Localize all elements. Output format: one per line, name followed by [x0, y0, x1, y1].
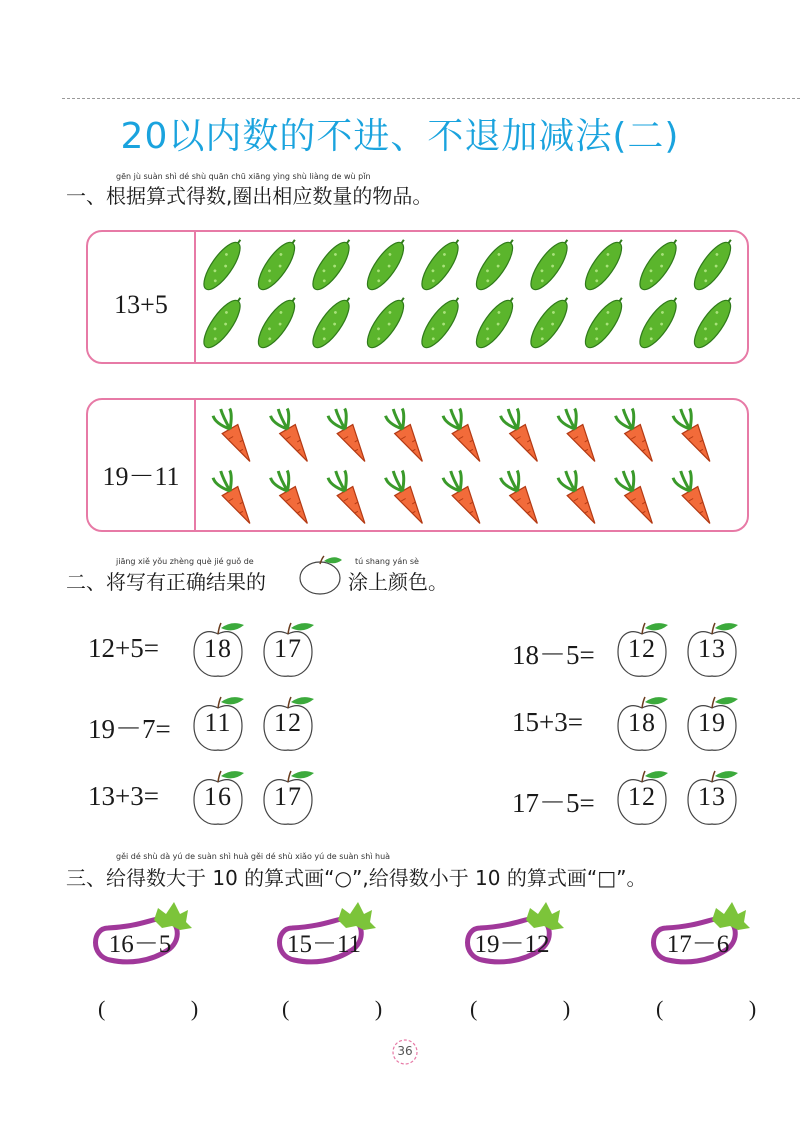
answer-apple[interactable] [260, 620, 316, 676]
carrot-icon [499, 467, 545, 528]
carrot-icon [441, 405, 487, 466]
section2-pinyin-left: jiāng xiě yǒu zhèng què jié guǒ de [116, 557, 254, 566]
answer-apple[interactable] [684, 768, 740, 824]
eggplant-card [272, 898, 382, 970]
answer-option: 17 [274, 782, 302, 811]
cucumber-icon [200, 292, 249, 353]
carrot-icon [211, 405, 257, 466]
box-divider [194, 232, 196, 362]
answer-apple[interactable] [614, 768, 670, 824]
section2-heading-right: 涂上颜色。 [348, 570, 448, 594]
cucumber-icon [361, 234, 412, 295]
carrot-icon [326, 405, 372, 466]
cucumber-icon [688, 234, 739, 295]
cucumber-icon [525, 234, 576, 295]
cucumber-icon [200, 234, 249, 295]
box-expression: 19－11 [102, 462, 180, 491]
answer-apple[interactable] [190, 620, 246, 676]
cucumber-icon [416, 292, 467, 353]
answer-option: 18 [204, 634, 232, 663]
carrot-icon [441, 467, 487, 528]
answer-option: 13 [698, 634, 726, 663]
carrot-icon [614, 467, 660, 528]
cucumber-icon [416, 234, 467, 295]
cucumber-icon [634, 292, 685, 353]
section3-heading: 三、给得数大于 10 的算式画“○”,给得数小于 10 的算式画“□”。 [66, 866, 647, 890]
carrot-icon [556, 405, 602, 466]
equation: 18－5= [512, 640, 595, 670]
answer-apple[interactable] [190, 768, 246, 824]
cucumber-icon [525, 292, 576, 353]
section2-heading-left: 二、将写有正确结果的 [66, 570, 266, 594]
carrot-icon [269, 467, 315, 528]
answer-apple[interactable] [260, 694, 316, 750]
carrot-icon [499, 405, 545, 466]
page-title: 20以内数的不进、不退加减法(二) [120, 116, 680, 157]
cucumber-icon [307, 292, 358, 353]
counting-box-1 [86, 230, 749, 364]
cucumber-icon [307, 234, 358, 295]
eggplant-card [646, 898, 756, 970]
answer-parentheses[interactable]: ( ) [98, 996, 239, 1021]
equation: 15+3= [512, 707, 583, 737]
equation: 17－5= [512, 788, 595, 818]
answer-option: 13 [698, 782, 726, 811]
eggplant-card [460, 898, 570, 970]
carrot-group [200, 400, 745, 530]
answer-option: 12 [274, 708, 302, 737]
eggplant-card [88, 898, 198, 970]
page-number: 36 [397, 1044, 413, 1058]
answer-parentheses[interactable]: ( ) [656, 996, 797, 1021]
box-divider [194, 400, 196, 530]
carrot-icon [556, 467, 602, 528]
section1-heading: 一、根据算式得数,圈出相应数量的物品。 [66, 184, 433, 208]
cucumber-group [200, 232, 745, 362]
eggplant-expression: 19－12 [474, 931, 550, 958]
answer-option: 11 [204, 708, 232, 737]
answer-option: 12 [628, 782, 656, 811]
cucumber-icon [579, 292, 630, 353]
answer-apple[interactable] [190, 694, 246, 750]
apple-icon [298, 552, 346, 596]
answer-apple[interactable] [614, 620, 670, 676]
cucumber-icon [252, 292, 303, 353]
answer-option: 16 [204, 782, 232, 811]
cucumber-icon [579, 234, 630, 295]
section2-pinyin-right: tú shang yán sè [355, 557, 419, 566]
section1-pinyin: gēn jù suàn shì dé shù quān chū xiāng yìng shù liàng de wù pǐn [116, 172, 371, 181]
carrot-icon [269, 405, 315, 466]
counting-box-2 [86, 398, 749, 532]
carrot-icon [384, 467, 430, 528]
cucumber-icon [688, 292, 739, 353]
page-number-badge [390, 1037, 420, 1067]
answer-apple[interactable] [614, 694, 670, 750]
equation: 12+5= [88, 633, 159, 663]
carrot-icon [211, 467, 257, 528]
cucumber-icon [634, 234, 685, 295]
cucumber-icon [252, 234, 303, 295]
eggplant-expression: 17－6 [666, 931, 730, 958]
answer-option: 17 [274, 634, 302, 663]
carrot-icon [671, 467, 717, 528]
eggplant-expression: 15－11 [286, 931, 362, 958]
answer-parentheses[interactable]: ( ) [282, 996, 423, 1021]
answer-apple[interactable] [260, 768, 316, 824]
cucumber-icon [470, 292, 521, 353]
eggplant-expression: 16－5 [108, 931, 172, 958]
answer-option: 18 [628, 708, 656, 737]
carrot-icon [384, 405, 430, 466]
carrot-icon [326, 467, 372, 528]
answer-option: 19 [698, 708, 726, 737]
section3-pinyin: gěi dé shù dà yú de suàn shì huà gěi dé shù xiǎo yú de suàn shì huà [116, 852, 391, 861]
cucumber-icon [470, 234, 521, 295]
answer-apple[interactable] [684, 694, 740, 750]
carrot-icon [671, 405, 717, 466]
answer-apple[interactable] [684, 620, 740, 676]
cucumber-icon [361, 292, 412, 353]
answer-parentheses[interactable]: ( ) [470, 996, 611, 1021]
answer-option: 12 [628, 634, 656, 663]
equation: 13+3= [88, 781, 159, 811]
carrot-icon [614, 405, 660, 466]
equation: 19－7= [88, 714, 171, 744]
dashed-divider [62, 98, 800, 99]
box-expression: 13+5 [114, 290, 168, 319]
